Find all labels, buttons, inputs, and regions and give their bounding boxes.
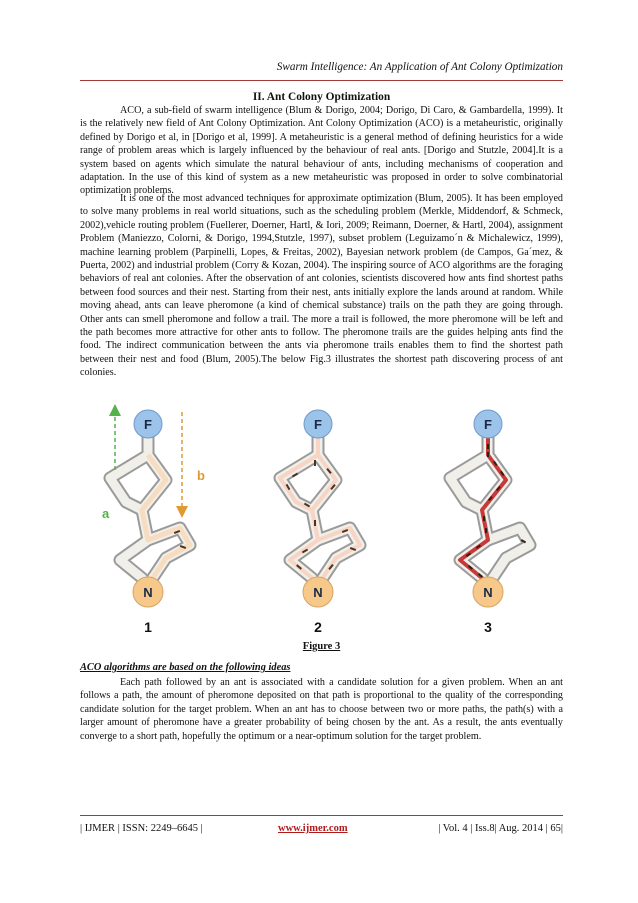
section-title: II. Ant Colony Optimization — [252, 91, 391, 103]
food-label: F — [144, 417, 152, 432]
figure-svg — [80, 400, 563, 635]
nest-label: N — [143, 585, 153, 600]
footer-volume-page: | Vol. 4 | Iss.8| Aug. 2014 | 65| — [438, 823, 563, 834]
figure-ant-paths — [80, 400, 563, 635]
path-b-label: b — [197, 468, 205, 483]
food-label: F — [314, 417, 322, 432]
footer-journal-issn: | IJMER | ISSN: 2249–6645 | — [80, 823, 203, 834]
nest-label: N — [313, 585, 323, 600]
footer-divider — [80, 815, 563, 816]
header-divider — [80, 80, 563, 81]
running-header: Swarm Intelligence: An Application of Ant Colony Optimization — [276, 61, 563, 73]
paragraph-applications: It is one of the most advanced techniques for approximate optimization (Blum, 2005). It has been employed to solve many problems in real world situations, such as the scheduling problem (Merkle, Middendorf, & Schmeck, 2002),vehicle routing problem (Fuellerer, Doerner, Hartl, & Iori, 2009; Reimann, Doerner, & Hartl, 2004), assignment Problem (Maniezzo, Colorni, & Dorigo, 1994,Stutzle, 1997), subset problem (Leguizamo´n & Michalewicz, 1999), machine learning problem (Parpinelli, Lopes, & Freitas, 2002), Bayesian network problem (de Campos, Ga´mez, & Puerta, 2002) and industrial problem (Corry & Kozan, 2004). The inspiring source of ACO algorithms are the foraging behaviors of real ant colonies. After the observation of ant colonies, scientists discovered how ants find shortest paths between food sources and their nest. Starting from their nest, ants initially explore the lands around at random. While moving ahead, ants can leave pheromone (a kind of chemical substance) trails on the path they are going through. Other ants can smell pheromone and follow a trail. The more a trail is followed, the more pheromone will be left and the path becomes more attractive for other ants to follow. The pheromone trails are the guides helping ants find the food. The indirect communication between the ants via pheromone trails enables them to find the shortest path between their nest and food (Blum, 2005).The below Fig.3 illustrates the shortest path discovering process of ant colonies. — [80, 193, 563, 379]
panel-1 — [110, 410, 190, 607]
paragraph-ideas: Each path followed by an ant is associated with a candidate solution for a given problem. When an ant follows a path, the amount of pheromone deposited on that path is proportional to the quality of the corresponding candidate solution for the target problem. When an ant has to choose between two or more paths, the path(s) with a larger amount of pheromone have a greater probability of being chosen by the ant. As a result, the ants eventually converge to a short path, hopefully the optimum or a near-optimum solution for the target problem. — [80, 677, 563, 742]
panel-number-2: 2 — [314, 619, 322, 635]
paragraph-intro: ACO, a sub-field of swarm intelligence (Blum & Dorigo, 2004; Dorigo, Di Caro, & Gambardella, 1999). It is the relatively new field of Ant Colony Optimization. Ant Colony Optimization (ACO) is a metaheuristic, originally defined by Dorigo et al, in [Dorigo et al, 1999]. A metaheuristic is a general method of defining heuristics for a wide range of problem areas which is largely influenced by the behaviour of real ants. [Dorigo and Stutzle, 2004].It is a system based on agents which simulate the natural behaviour of ants, including mechanisms of cooperation and adaptation. In the use of this kind of system as a new metaheuristic was proposed in order to solve combinatorial optimization problems. — [80, 105, 563, 197]
panel-number-3: 3 — [484, 619, 492, 635]
panel-2 — [280, 410, 360, 607]
path-a-label: a — [102, 506, 110, 521]
figure-caption: Figure 3 — [302, 641, 341, 652]
ideas-heading: ACO algorithms are based on the following ideas — [80, 662, 291, 673]
panel-3 — [450, 410, 530, 607]
footer-website-link[interactable]: www.ijmer.com — [278, 823, 348, 834]
panel-number-1: 1 — [144, 619, 152, 635]
nest-label: N — [483, 585, 493, 600]
food-label: F — [484, 417, 492, 432]
